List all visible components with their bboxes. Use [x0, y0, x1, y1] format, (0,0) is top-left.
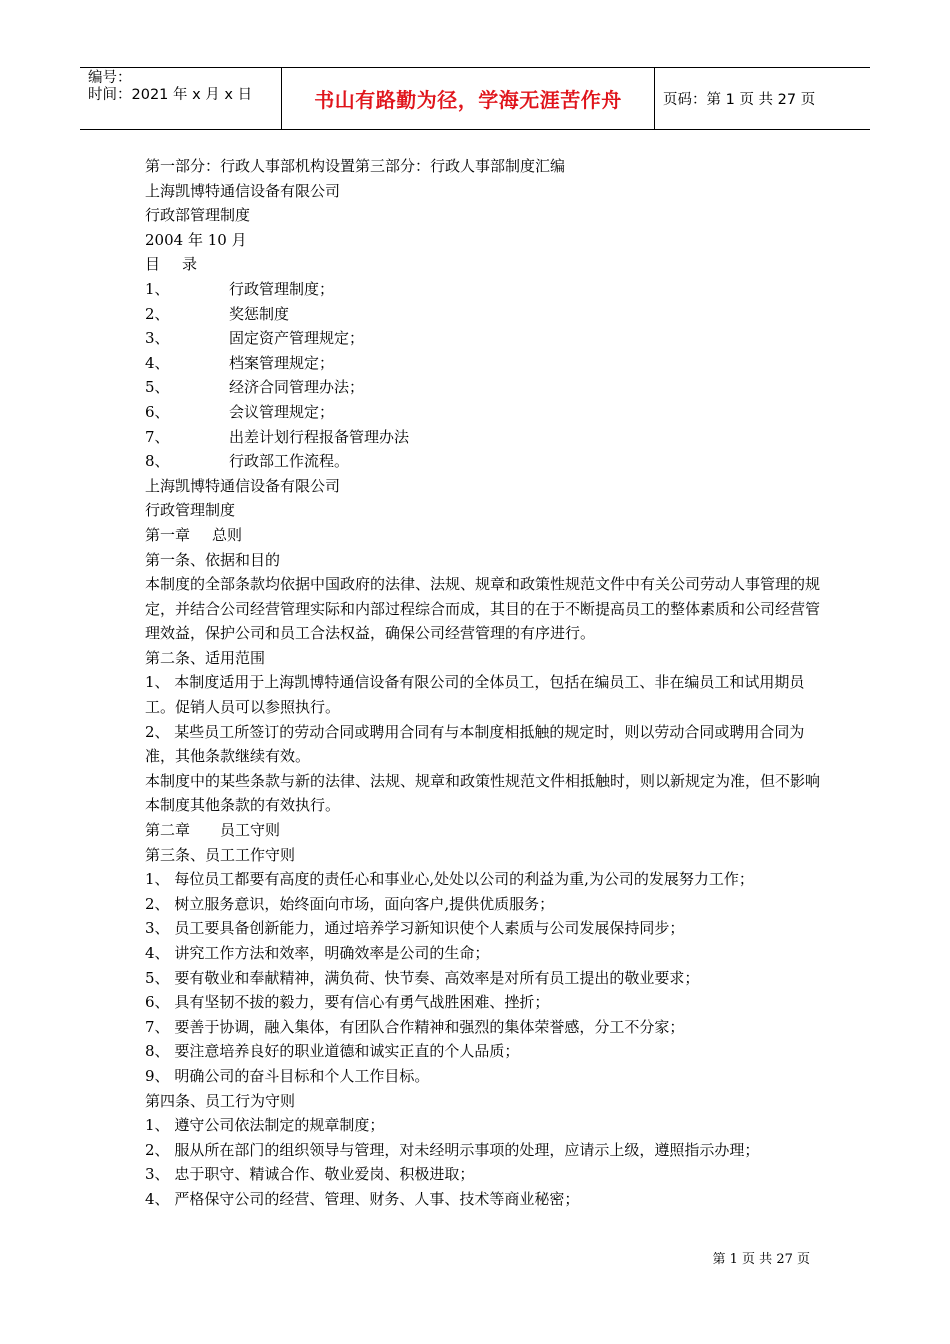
company-name-2: 上海凯博特通信设备有限公司: [145, 476, 341, 495]
list-item: 8、 要注意培养良好的职业道德和诚实正直的个人品质；: [145, 1042, 520, 1061]
article-3-list: [145, 867, 825, 1088]
toc-item: 2、 奖惩制度: [145, 304, 290, 323]
list-item: 9、 明确公司的奋斗目标和个人工作目标。: [145, 1066, 430, 1085]
doc-number-label: 编号：: [88, 70, 132, 86]
chapter-2-heading: 第二章 员工守则: [145, 821, 281, 840]
list-item: 4、 讲究工作方法和效率，明确效率是公司的生命；: [145, 944, 490, 962]
toc-list: [145, 277, 825, 474]
list-item: 3、 员工要具备创新能力，通过培养学习新知识使个人素质与公司发展保持同步；: [145, 919, 685, 938]
toc-item: 7、 出差计划行程报备管理办法: [145, 427, 410, 446]
article-4-list: [145, 1113, 825, 1211]
header-slogan: 书山有路勤为径，学海无涯苦作舟: [281, 68, 655, 129]
section-title: 第一部分：行政人事部机构设置第三部分：行政人事部制度汇编: [145, 157, 566, 175]
company-name: 上海凯博特通信设备有限公司: [145, 181, 341, 200]
dept-rules-title: 行政部管理制度: [145, 206, 251, 225]
doc-time-label: 时间：2021 年 x 月 x 日: [88, 87, 253, 103]
list-item: 6、 具有坚韧不拔的毅力，要有信心有勇气战胜困难、挫折；: [145, 993, 550, 1012]
article-2-paragraph: 本制度中的某些条款与新的法律、法规、规章和政策性规范文件相抵触时，则以新规定为准，但不影响本制度其他条款的有效执行。: [145, 771, 821, 815]
list-item: 5、 要有敬业和奉献精神，满负荷、快节奏、高效率是对所有员工提出的敬业要求；: [145, 968, 700, 987]
article-1-heading: 第一条、依据和目的: [145, 550, 281, 569]
toc-item: 8、 行政部工作流程。: [145, 452, 350, 471]
toc-item: 6、 会议管理规定；: [145, 402, 335, 421]
article-3-heading: 第三条、员工工作守则: [145, 845, 296, 864]
page-footer: 第 1 页 共 27 页: [712, 1252, 810, 1267]
list-item: 4、 严格保守公司的经营、管理、财务、人事、技术等商业秘密；: [145, 1189, 580, 1208]
list-item: 2、 服从所在部门的组织领导与管理，对未经明示事项的处理，应请示上级，遵照指示办理；: [145, 1140, 760, 1159]
toc-heading: 目 录: [145, 255, 198, 274]
header-meta: [80, 68, 281, 129]
toc-item: 1、 行政管理制度；: [145, 279, 335, 298]
chapter-1-heading: 第一章 总则: [145, 525, 243, 544]
list-item: 2、 树立服务意识，始终面向市场，面向客户,提供优质服务；: [145, 894, 555, 913]
admin-rules-title: 行政管理制度: [145, 501, 236, 520]
document-body: [145, 154, 825, 1212]
article-1-paragraph: 本制度的全部条款均依据中国政府的法律、法规、规章和政策性规范文件中有关公司劳动人事管理的规定，并结合公司经营管理实际和内部过程综合而成，其目的在于不断提高员工的整体素质和公司经营管理效益，保护公司和员工合法权益，确保公司经营管理的有序进行。: [145, 575, 821, 643]
header-page-label: 页码：第 1 页 共 27 页: [663, 92, 816, 108]
list-item: 7、 要善于协调，融入集体，有团队合作精神和强烈的集体荣誉感，分工不分家；: [145, 1017, 685, 1036]
toc-item: 3、 固定资产管理规定；: [145, 329, 365, 348]
toc-item: 5、 经济合同管理办法；: [145, 378, 365, 397]
doc-date: 2004 年 10 月: [145, 230, 247, 249]
article-2-item: 2、 某些员工所签订的劳动合同或聘用合同有与本制度相抵触的规定时，则以劳动合同或聘用合同为准，其他条款继续有效。: [145, 722, 805, 766]
list-item: 1、 遵守公司依法制定的规章制度；: [145, 1116, 385, 1135]
article-2-item: 1、 本制度适用于上海凯博特通信设备有限公司的全体员工，包括在编员工、非在编员工和试用期员工。促销人员可以参照执行。: [145, 673, 805, 717]
list-item: 1、 每位员工都要有高度的责任心和事业心,处处以公司的利益为重,为公司的发展努力工作；: [145, 870, 754, 889]
list-item: 3、 忠于职守、精诚合作、敬业爱岗、积极进取；: [145, 1165, 475, 1184]
page-header: [80, 67, 870, 130]
toc-item: 4、 档案管理规定；: [145, 353, 335, 372]
article-2-heading: 第二条、适用范围: [145, 648, 266, 667]
article-4-heading: 第四条、员工行为守则: [145, 1091, 296, 1110]
